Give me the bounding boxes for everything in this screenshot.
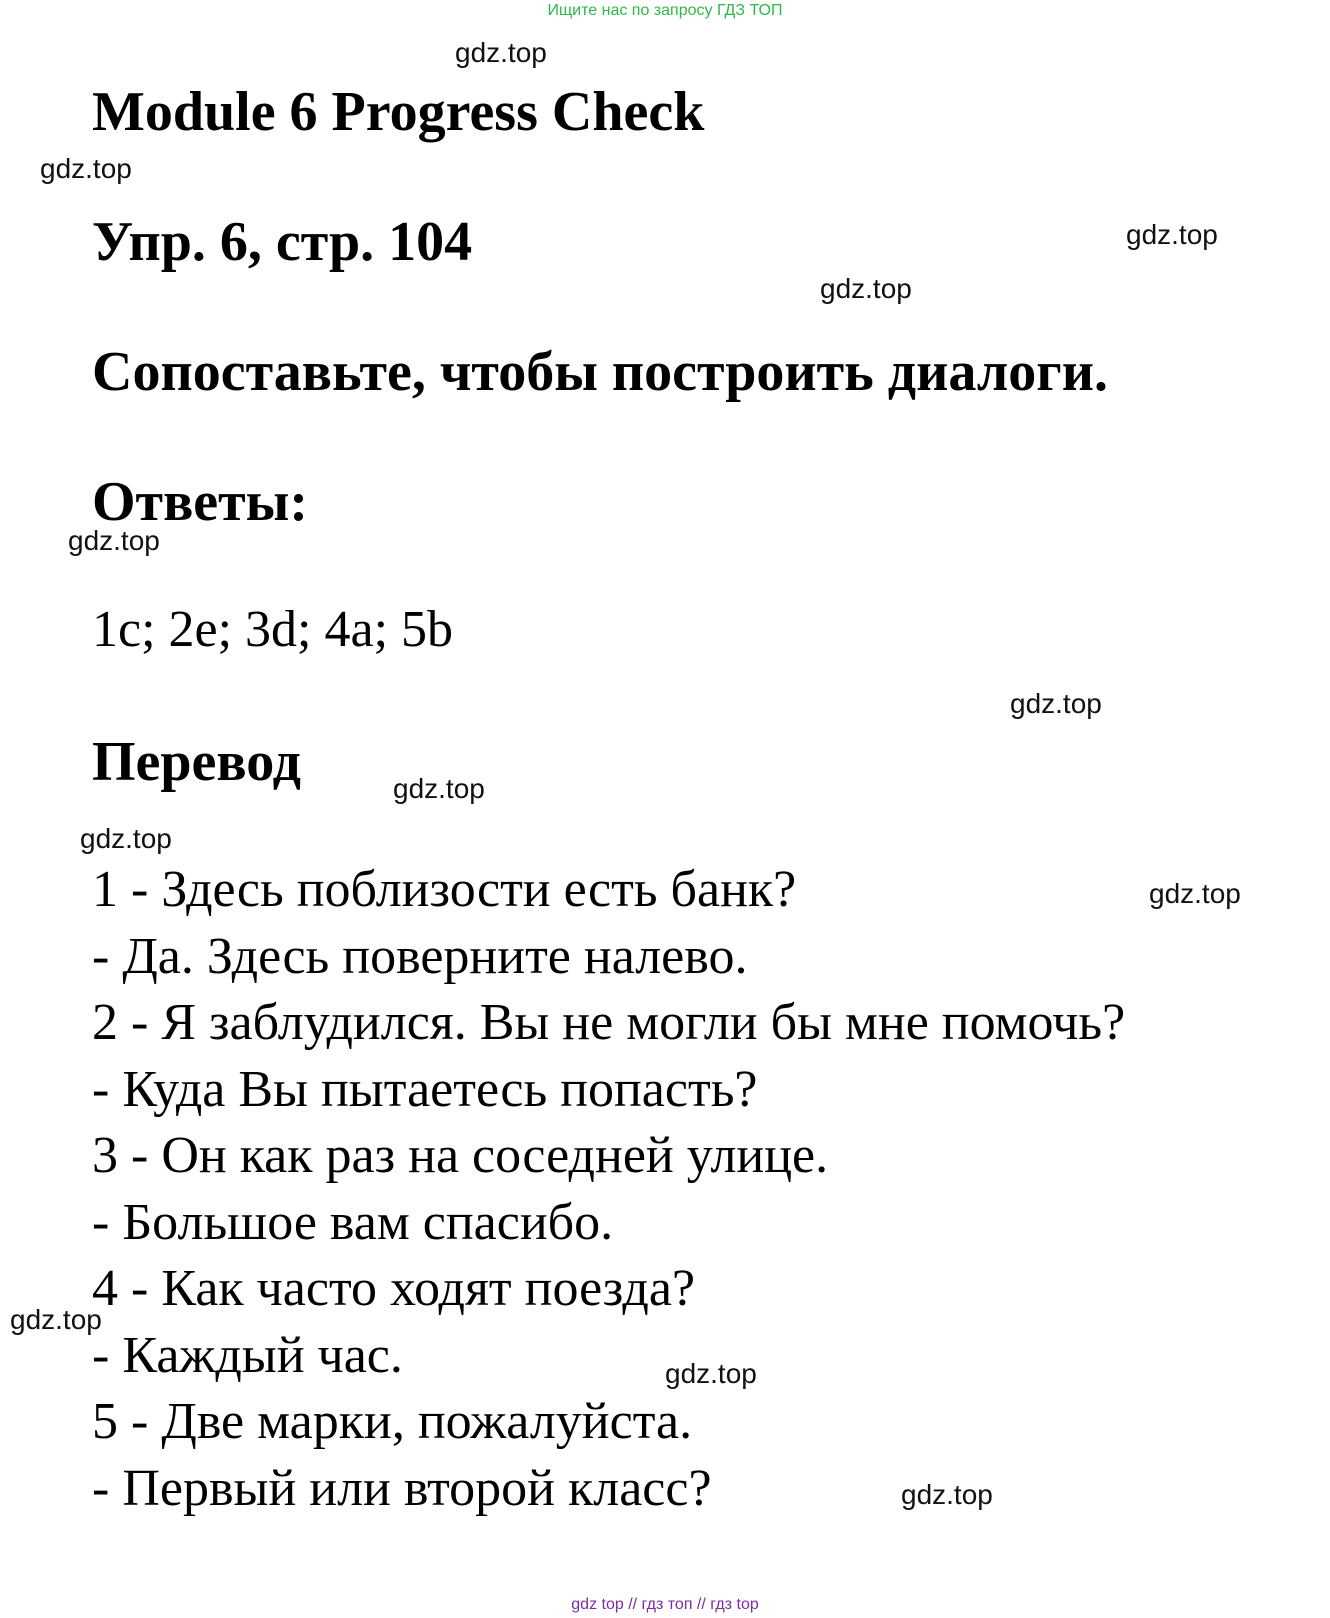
translation-line: 2 - Я заблудился. Вы не могли бы мне помочь? bbox=[92, 994, 1126, 1051]
page-title: Module 6 Progress Check bbox=[92, 81, 705, 143]
translation-line: - Каждый час. bbox=[92, 1326, 403, 1384]
top-banner: Ищите нас по запросу ГДЗ ТОП bbox=[547, 2, 783, 19]
translation-line: 5 - Две марки, пожалуйста. bbox=[92, 1393, 693, 1450]
translation-lines bbox=[92, 857, 1125, 1522]
translation-line: - Первый или второй класс? bbox=[92, 1459, 712, 1517]
watermark: gdz.top bbox=[80, 823, 172, 854]
task-instruction: Сопоставьте, чтобы построить диалоги. bbox=[92, 341, 1108, 403]
watermark: gdz.top bbox=[1010, 688, 1102, 719]
watermark: gdz.top bbox=[10, 1304, 102, 1335]
exercise-heading: Упр. 6, стр. 104 bbox=[92, 211, 473, 273]
translation-line: - Куда Вы пытаетесь попасть? bbox=[92, 1060, 758, 1118]
translation-line: - Большое вам спасибо. bbox=[92, 1193, 614, 1251]
watermark: gdz.top bbox=[1126, 219, 1218, 250]
translation-line: 4 - Как часто ходят поезда? bbox=[92, 1260, 696, 1317]
answers-text: 1c; 2e; 3d; 4a; 5b bbox=[92, 601, 454, 658]
footer-watermark: gdz top // гдз топ // гдз top bbox=[571, 1596, 759, 1613]
watermark: gdz.top bbox=[1149, 878, 1241, 909]
translation-heading: Перевод bbox=[92, 731, 301, 793]
watermark: gdz.top bbox=[665, 1358, 757, 1389]
watermark: gdz.top bbox=[40, 153, 132, 184]
watermark: gdz.top bbox=[455, 37, 547, 68]
translation-line: 1 - Здесь поблизости есть банк? bbox=[92, 861, 797, 918]
answers-heading: Ответы: bbox=[92, 471, 309, 533]
translation-line: 3 - Он как раз на соседней улице. bbox=[92, 1127, 829, 1184]
watermark: gdz.top bbox=[393, 773, 485, 804]
translation-line: - Да. Здесь поверните налево. bbox=[92, 927, 748, 985]
watermark: gdz.top bbox=[820, 273, 912, 304]
watermark: gdz.top bbox=[68, 525, 160, 556]
watermark: gdz.top bbox=[901, 1479, 993, 1510]
